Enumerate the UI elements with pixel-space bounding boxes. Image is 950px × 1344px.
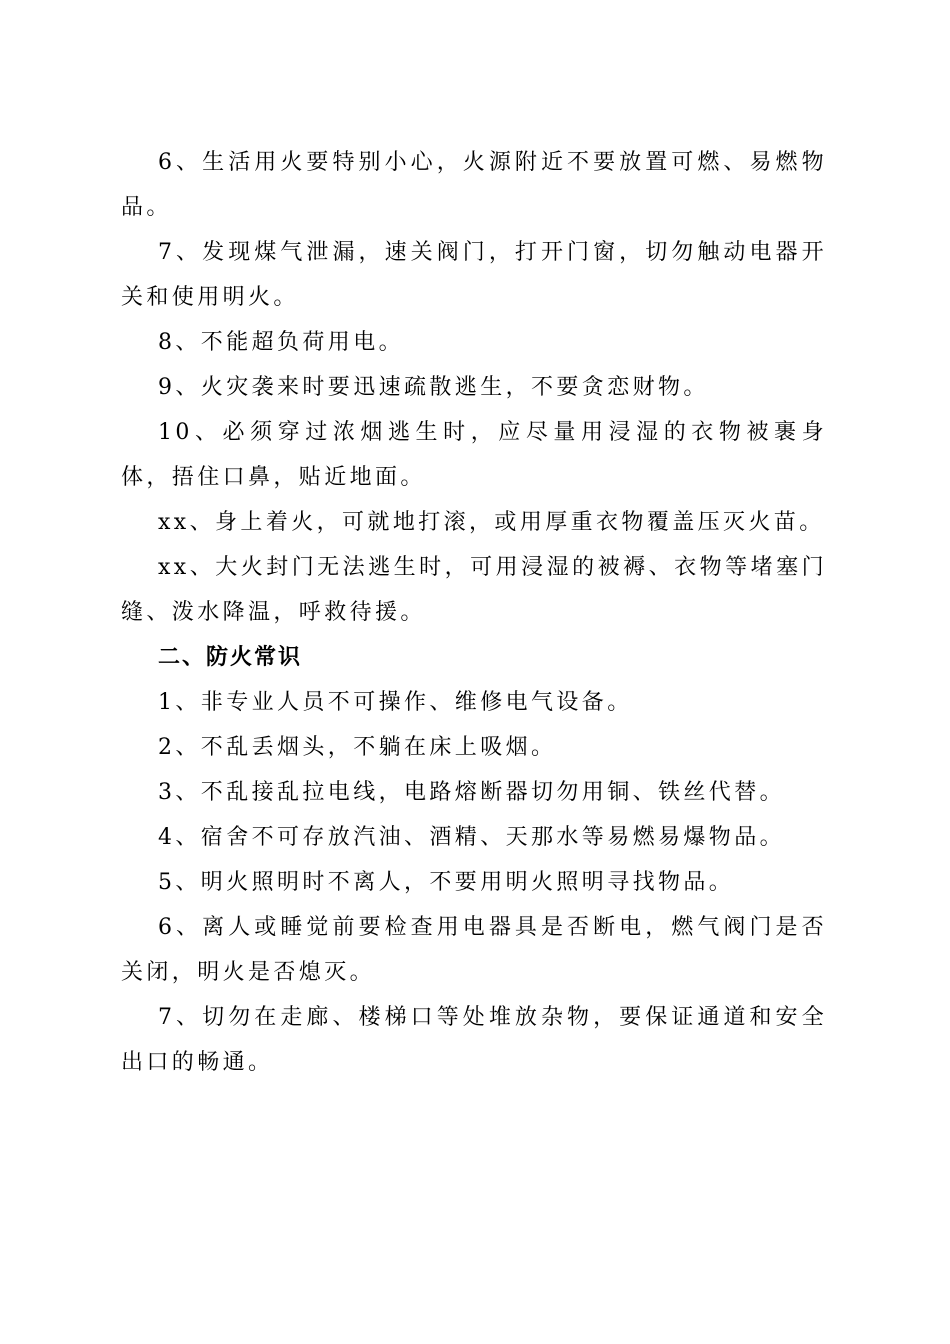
paragraph: xx、身上着火，可就地打滚，或用厚重衣物覆盖压灭火苗。 [158,510,825,535]
paragraph: 4、宿舍不可存放汽油、酒精、天那水等易燃易爆物品。 [158,825,785,850]
paragraph: 2、不乱丢烟头，不躺在床上吸烟。 [158,735,557,760]
paragraph: 10、必须穿过浓烟逃生时，应尽量用浸湿的衣物被裹身体，捂住口鼻，贴近地面。 [121,420,827,490]
paragraph: xx、大火封门无法逃生时，可用浸湿的被褥、衣物等堵塞门缝、泼水降温，呼救待援。 [121,555,827,625]
paragraph: 8、不能超负荷用电。 [158,330,404,355]
paragraph: 9、火灾袭来时要迅速疏散逃生，不要贪恋财物。 [158,375,709,400]
paragraph: 7、切勿在走廊、楼梯口等处堆放杂物，要保证通道和安全出口的畅通。 [121,1005,827,1075]
document-page [121,140,827,1085]
paragraph: 3、不乱接乱拉电线，电路熔断器切勿用铜、铁丝代替。 [158,780,785,805]
paragraph: 6、离人或睡觉前要检查用电器具是否断电，燃气阀门是否关闭，明火是否熄灭。 [121,915,827,985]
paragraph: 6、生活用火要特别小心，火源附近不要放置可燃、易燃物品。 [121,150,827,220]
paragraph: 7、发现煤气泄漏，速关阀门，打开门窗，切勿触动电器开关和使用明火。 [121,240,827,310]
paragraph: 5、明火照明时不离人，不要用明火照明寻找物品。 [158,870,735,895]
paragraph: 1、非专业人员不可操作、维修电气设备。 [158,690,633,715]
section-heading: 二、防火常识 [158,645,303,670]
